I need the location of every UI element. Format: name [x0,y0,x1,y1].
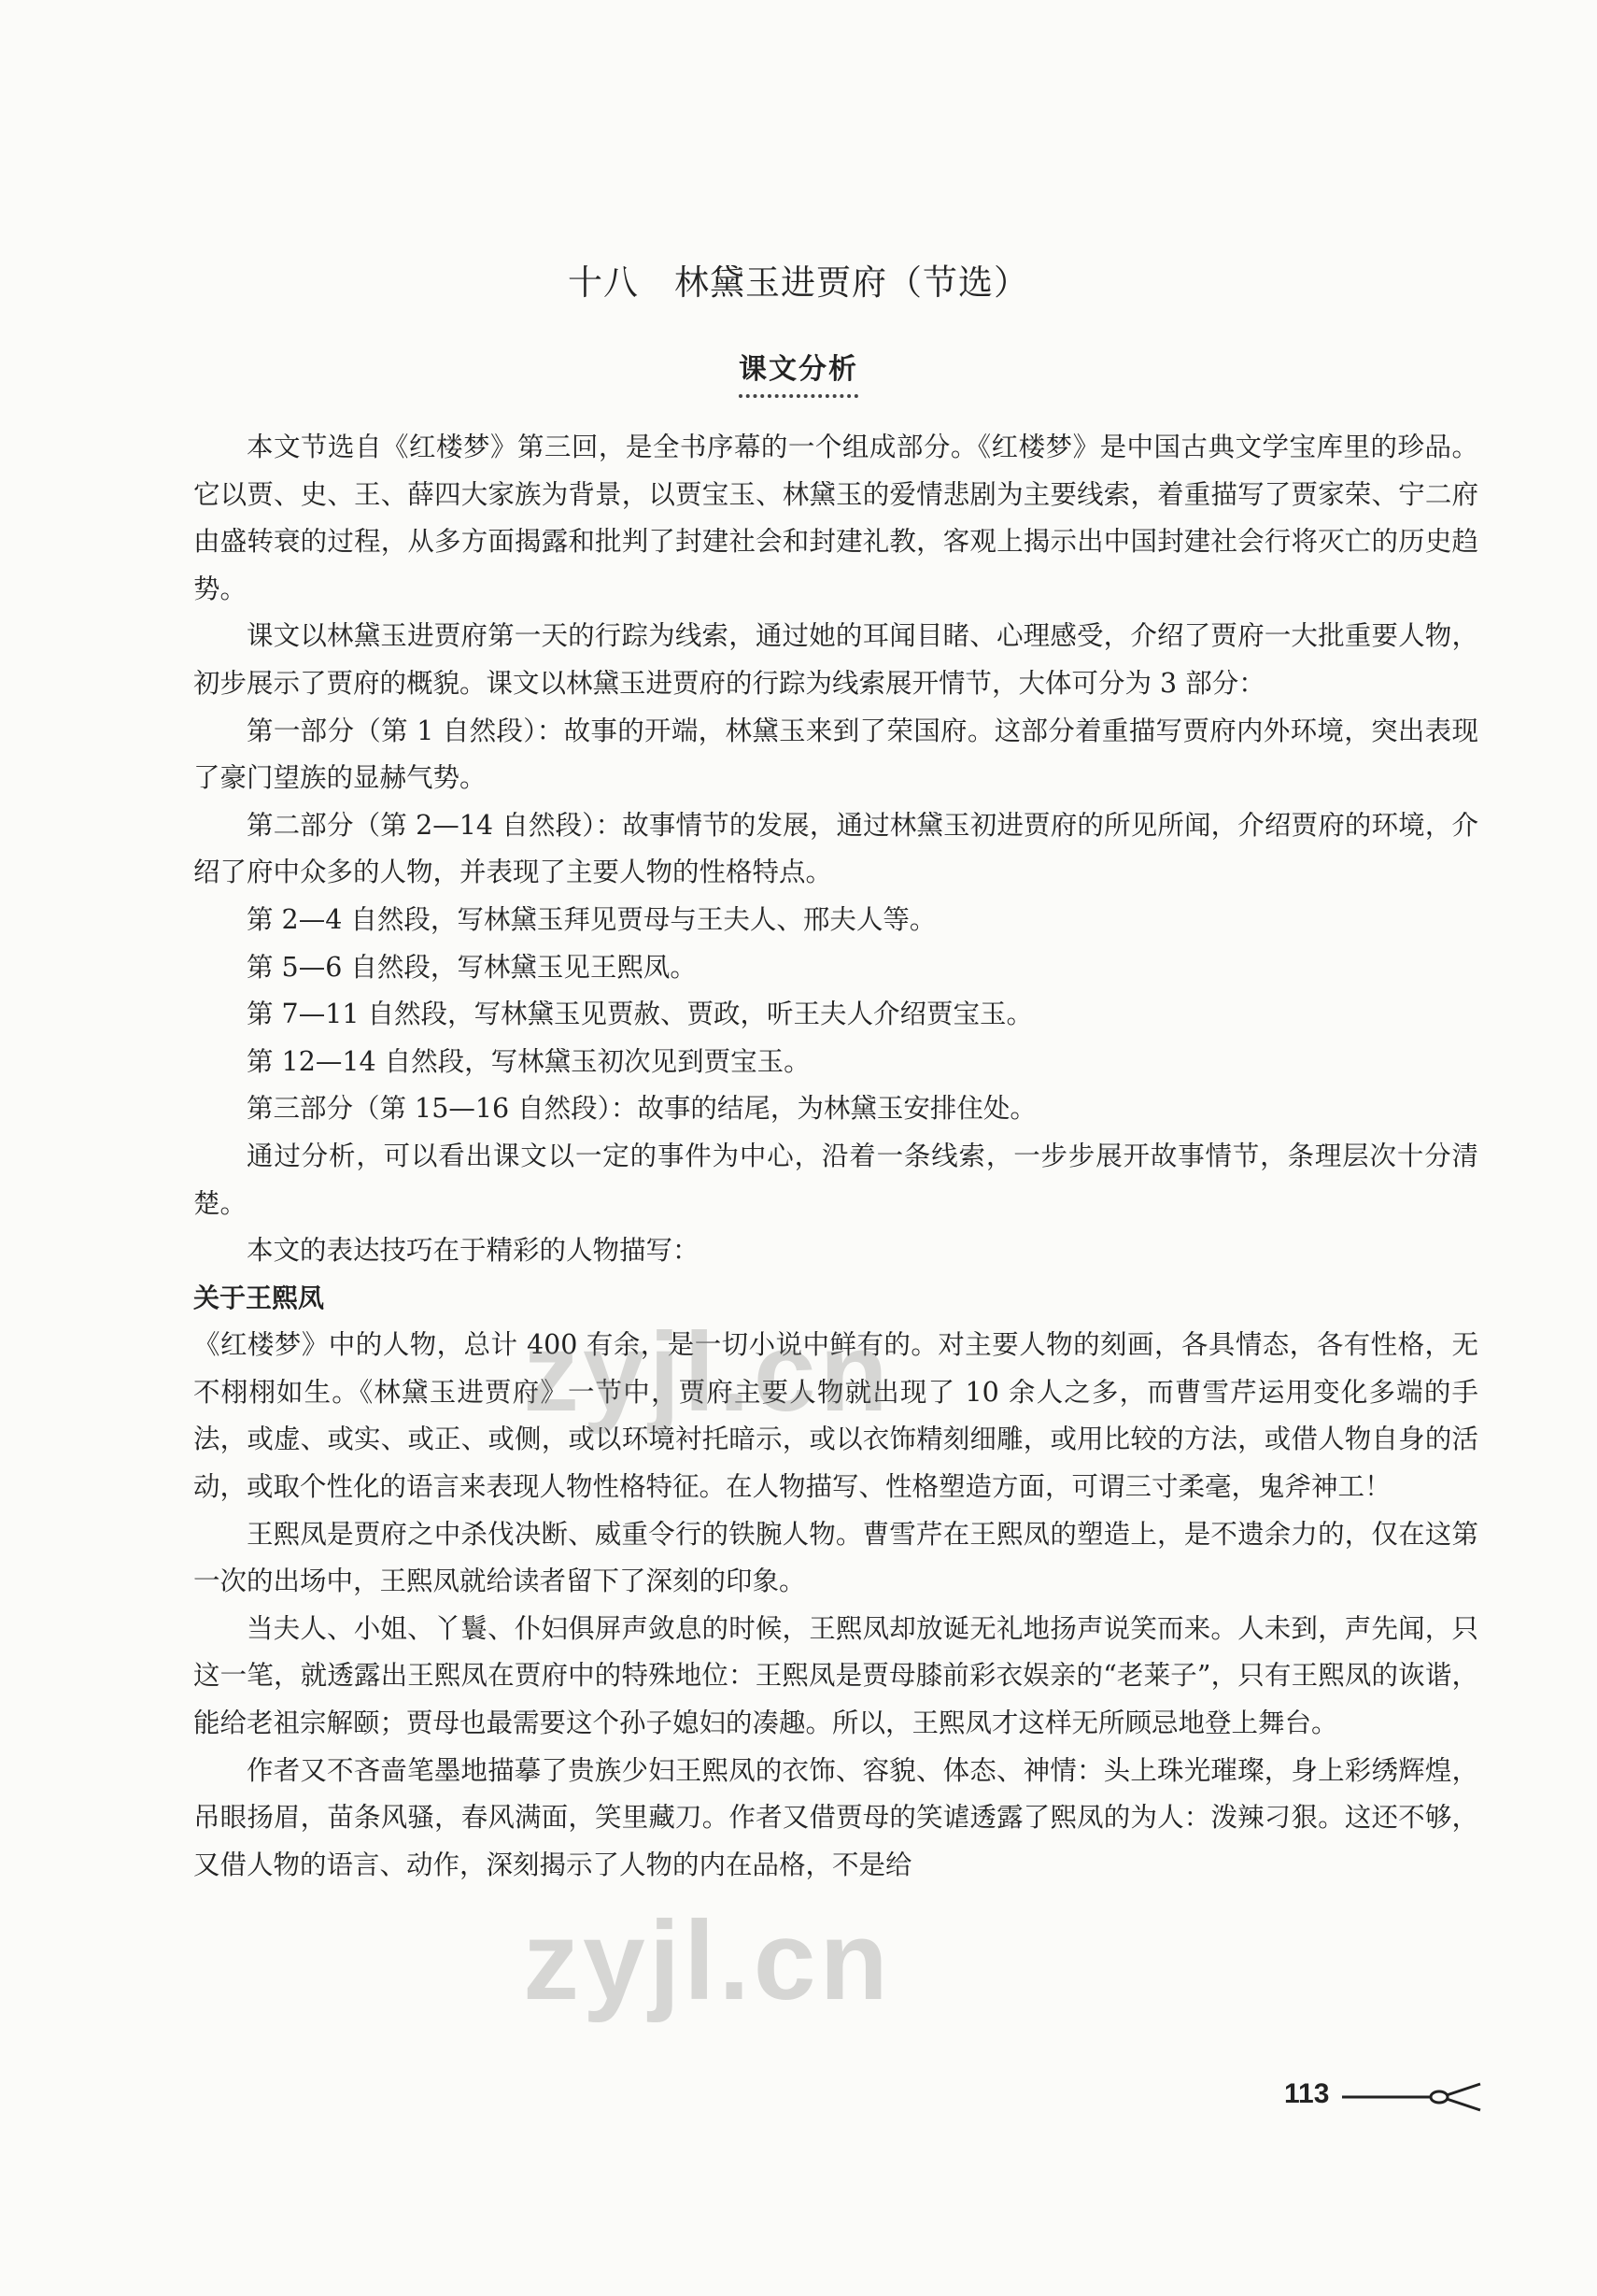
paragraph: 第 7—11 自然段，写林黛玉见贾赦、贾政，听王夫人介绍贾宝玉。 [247,999,1034,1030]
paragraph: 当夫人、小姐、丫鬟、仆妇俱屏声敛息的时候，王熙凤却放诞无礼地扬声说笑而来。人未到，声先闻，只这一笔，就透露出王熙凤在贾府中的特殊地位：王熙凤是贾母膝前彩衣娱亲的“老莱子”，只有王熙凤的诙谐，能给老祖宗解颐；贾母也最需要这个孙子媳妇的凑趣。所以，王熙凤才这样无所顾忌地登上舞台。 [193,1612,1478,1739]
paragraph: 第 5—6 自然段，写林黛玉见王熙凤。 [247,951,697,983]
paragraph: 第三部分（第 15—16 自然段）：故事的结尾，为林黛玉安排住处。 [247,1093,1037,1125]
chapter-title: 十八 林黛玉进贾府（节选） [568,262,1029,303]
section-heading-label: 课文分析 [739,346,858,398]
watermark: zyjl.cn [523,1898,892,2023]
paragraph: 通过分析，可以看出课文以一定的事件为中心，沿着一条线索，一步步展开故事情节，条理层次十分清楚。 [193,1140,1478,1219]
scissors-icon [1342,2082,1482,2112]
paragraph: 作者又不吝啬笔墨地描摹了贵族少妇王熙凤的衣饰、容貌、体态、神情：头上珠光璀璨，身上彩绣辉煌，吊眼扬眉，苗条风骚，春风满面，笑里藏刀。作者又借贾母的笑谑透露了熙凤的为人：泼辣刁狠。这还不够，又借人物的语言、动作，深刻揭示了人物的内在品格，不是给 [193,1754,1478,1880]
paragraph: 课文以林黛玉进贾府第一天的行踪为线索，通过她的耳闻目睹、心理感受，介绍了贾府一大批重要人物，初步展示了贾府的概貌。课文以林黛玉进贾府的行踪为线索展开情节，大体可分为 3 部分： [193,620,1478,699]
paragraph: 本文节选自《红楼梦》第三回，是全书序幕的一个组成部分。《红楼梦》是中国古典文学宝库里的珍品。它以贾、史、王、薛四大家族为背景，以贾宝玉、林黛玉的爱情悲剧为主要线索，着重描写了贾家荣、宁二府由盛转衰的过程，从多方面揭露和批判了封建社会和封建礼教，客观上揭示出中国封建社会行将灭亡的历史趋势。 [193,432,1478,604]
page-number: 113 [1284,2078,1330,2109]
paragraph: 第一部分（第 1 自然段）：故事的开端，林黛玉来到了荣国府。这部分着重描写贾府内外环境，突出表现了豪门望族的显赫气势。 [193,715,1478,794]
body-text [193,424,1478,1889]
page-footer [1284,2078,1490,2116]
paragraph: 《红楼梦》中的人物，总计 400 有余，是一切小说中鲜有的。对主要人物的刻画，各具情态，各有性格，无不栩栩如生。《林黛玉进贾府》一节中，贾府主要人物就出现了 10 余人之多，而曹雪芹运用变化多端的手法，或虚、或实、或正、或侧，或以环境衬托暗示，或以衣饰精刻细雕，或用比较的方法，或借人物自身的活动，或取个性化的语言来表现人物性格特征。在人物描写、性格塑造方面，可谓三寸柔毫，鬼斧神工！ [193,1329,1478,1503]
subheading: 关于王熙凤 [193,1282,325,1313]
paragraph: 第 2—4 自然段，写林黛玉拜见贾母与王夫人、邢夫人等。 [247,903,937,935]
section-heading [0,346,1597,398]
paragraph: 第 12—14 自然段，写林黛玉初次见到贾宝玉。 [247,1045,811,1077]
paragraph: 第二部分（第 2—14 自然段）：故事情节的发展，通过林黛玉初进贾府的所见所闻，介绍贾府的环境，介绍了府中众多的人物，并表现了主要人物的性格特点。 [193,809,1478,888]
paragraph: 王熙凤是贾府之中杀伐决断、威重令行的铁腕人物。曹雪芹在王熙凤的塑造上，是不遗余力的，仅在这第一次的出场中，王熙凤就给读者留下了深刻的印象。 [193,1518,1478,1597]
watermark: zyjl.cn [523,1310,892,1435]
paragraph: 本文的表达技巧在于精彩的人物描写： [247,1235,700,1267]
